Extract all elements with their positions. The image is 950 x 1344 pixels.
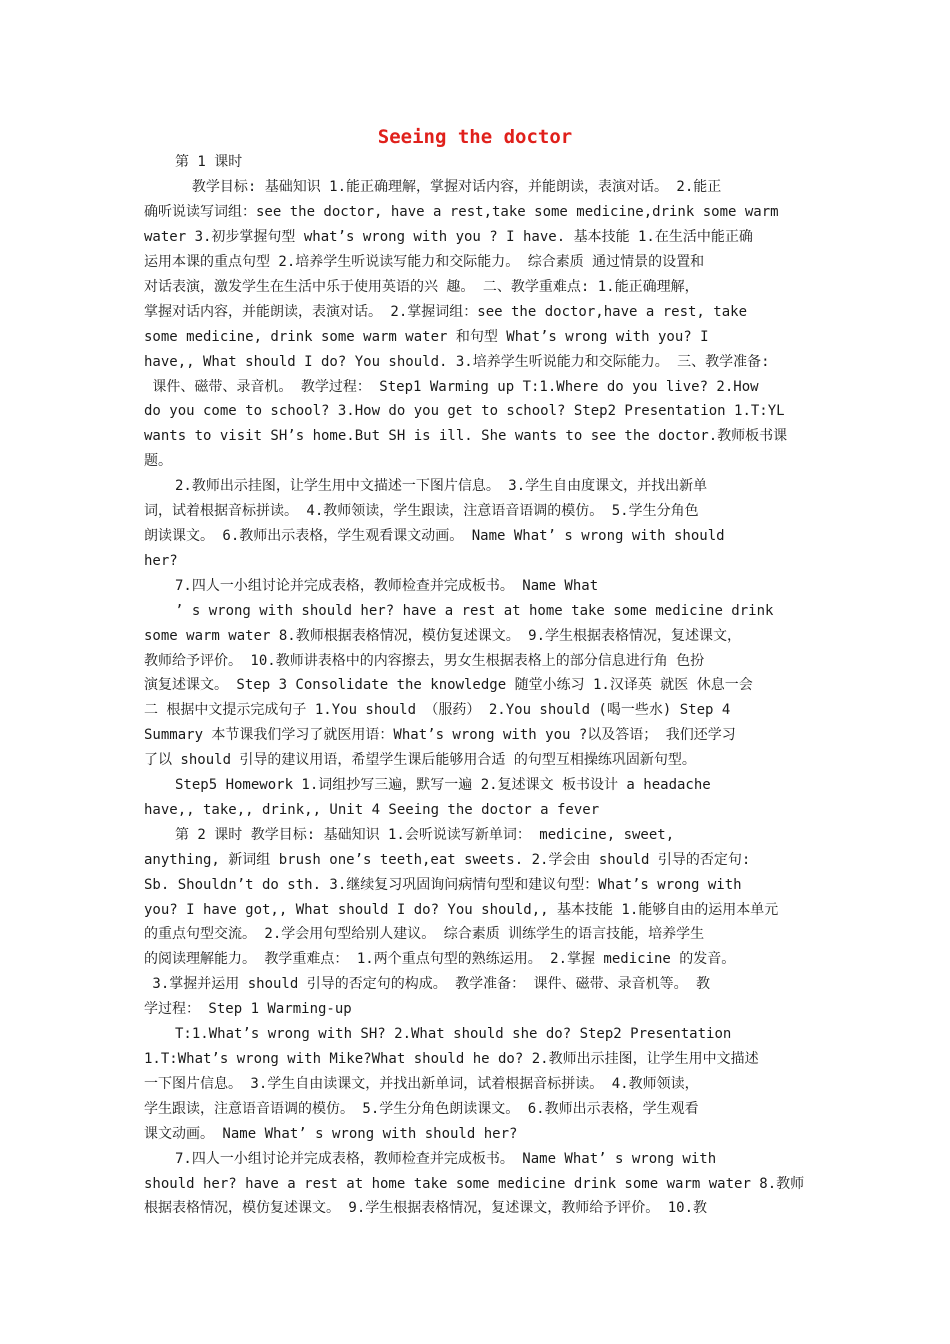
text-line: 学过程： Step 1 Warming-up xyxy=(144,1001,352,1017)
text-line: 的重点句型交流。 2.学会用句型给别人建议。 综合素质 训练学生的语言技能，培养学生 xyxy=(144,926,705,942)
text-line: you? I have got,, What should I do? You should,, 基本技能 1.能够自由的运用本单元 xyxy=(144,902,779,918)
text-line: 7.四人一小组讨论并完成表格，教师检查并完成板书。 Name What’ s wrong with xyxy=(175,1151,717,1167)
text-line: do you come to school? 3.How do you get to school? Step2 Presentation 1.T:YL xyxy=(144,403,785,419)
text-line: have,, take,, drink,, Unit 4 Seeing the doctor a fever xyxy=(144,802,600,818)
text-line: some warm water 8.教师根据表格情况，模仿复述课文。 9.学生根据表格情况，复述课文， xyxy=(144,628,742,644)
text-line: 3.掌握并运用 should 引导的否定句的构成。 教学准备： 课件、磁带、录音机等。 教 xyxy=(144,976,710,992)
text-line: 运用本课的重点句型 2.培养学生听说读写能力和交际能力。 综合素质 通过情景的设置和 xyxy=(144,254,705,270)
text-line: 教学目标: 基础知识 1.能正确理解，掌握对话内容，并能朗读，表演对话。 2.能正 xyxy=(175,179,722,195)
text-line: 掌握对话内容，并能朗读，表演对话。 2.掌握词组：see the doctor,have a rest, take xyxy=(144,304,748,320)
text-line: 1.T:What’s wrong with Mike?What should he do? 2.教师出示挂图，让学生用中文描述 xyxy=(144,1051,759,1067)
text-line: 了以 should 引导的建议用语，希望学生课后能够用合适 的句型互相操练巩固新句型。 xyxy=(144,752,696,768)
text-line: 第 1 课时 xyxy=(175,154,243,170)
text-line: Step5 Homework 1.词组抄写三遍，默写一遍 2.复述课文 板书设计 a headache xyxy=(175,777,711,793)
text-line: 演复述课文。 Step 3 Consolidate the knowledge 随堂小练习 1.汉译英 就医 休息一会 xyxy=(144,677,753,693)
text-line: anything, 新词组 brush one’s teeth,eat sweets. 2.学会由 should 引导的否定句: xyxy=(144,852,751,868)
document-title: Seeing the doctor xyxy=(377,126,573,148)
text-line: 7.四人一小组讨论并完成表格，教师检查并完成板书。 Name What xyxy=(175,578,599,594)
text-line: wants to visit SH’s home.But SH is ill. She wants to see the doctor.教师板书课 xyxy=(144,428,788,444)
text-line: T:1.What’s wrong with SH? 2.What should she do? Step2 Presentation xyxy=(175,1026,732,1042)
text-line: 第 2 课时 教学目标: 基础知识 1.会听说读写新单词： medicine, sweet, xyxy=(175,827,675,843)
text-line: Sb. Shouldn’t do sth. 3.继续复习巩固询问病情句型和建议句型：What’s wrong with xyxy=(144,877,742,893)
text-line: 题。 xyxy=(144,453,172,469)
text-line: 课件、磁带、录音机。 教学过程： Step1 Warming up T:1.Where do you live? 2.How xyxy=(144,379,759,395)
text-line: 课文动画。 Name What’ s wrong with should her? xyxy=(144,1126,518,1142)
text-line: 词，试着根据音标拼读。 4.教师领读，学生跟读，注意语音语调的模仿。 5.学生分角色 xyxy=(144,503,699,519)
text-line: water 3.初步掌握句型 what’s wrong with you ? I have. 基本技能 1.在生活中能正确 xyxy=(144,229,753,245)
text-line: 对话表演，激发学生在生活中乐于使用英语的兴 趣。 二、教学重难点: 1.能正确理解， xyxy=(144,279,699,295)
text-line: Summary 本节课我们学习了就医用语：What’s wrong with you ?以及答语； 我们还学习 xyxy=(144,727,736,743)
text-line: 2.教师出示挂图，让学生用中文描述一下图片信息。 3.学生自由度课文，并找出新单 xyxy=(175,478,708,494)
text-line: 二 根据中文提示完成句子 1.You should （服药） 2.You should (喝一些水) Step 4 xyxy=(144,702,731,718)
text-line: 朗读课文。 6.教师出示表格，学生观看课文动画。 Name What’ s wrong with should xyxy=(144,528,725,544)
text-line: 一下图片信息。 3.学生自由读课文，并找出新单词，试着根据音标拼读。 4.教师领读， xyxy=(144,1076,699,1092)
text-line: some medicine, drink some warm water 和句型 What’s wrong with you? I xyxy=(144,329,709,345)
text-line: 根据表格情况，模仿复述课文。 9.学生根据表格情况，复述课文，教师给予评价。 10.教 xyxy=(144,1200,707,1216)
text-line: 教师给予评价。 10.教师讲表格中的内容擦去，男女生根据表格上的部分信息进行角 色扮 xyxy=(144,653,705,669)
text-line: her? xyxy=(144,553,178,569)
text-line: 学生跟读，注意语音语调的模仿。 5.学生分角色朗读课文。 6.教师出示表格，学生观看 xyxy=(144,1101,699,1117)
text-line: should her? have a rest at home take some medicine drink some warm water 8.教师 xyxy=(144,1176,805,1192)
text-line: 的阅读理解能力。 教学重难点： 1.两个重点句型的熟练运用。 2.掌握 medicine 的发音。 xyxy=(144,951,736,967)
text-line: ’ s wrong with should her? have a rest at home take some medicine drink xyxy=(175,603,774,619)
text-line: 确听说读写词组：see the doctor, have a rest,take some medicine,drink some warm xyxy=(144,204,779,220)
text-line: have,, What should I do? You should. 3.培养学生听说能力和交际能力。 三、教学准备: xyxy=(144,354,770,370)
